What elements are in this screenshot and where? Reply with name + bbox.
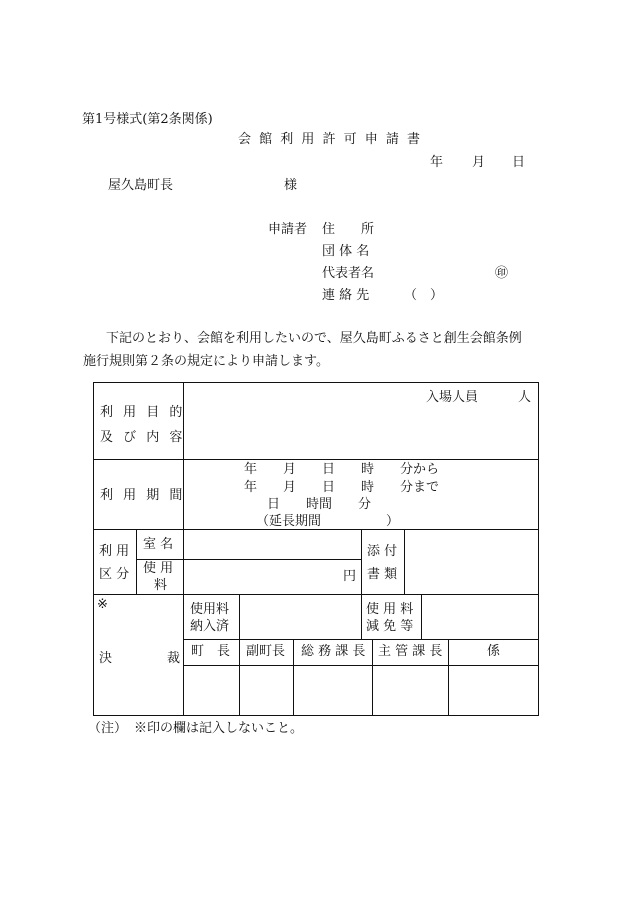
col-divider [448,639,449,716]
period-to: 年 月 日 時 分まで [244,480,440,495]
room-label: 室 名 [143,537,174,552]
fee-reduction-label: 使 用 料 [366,602,414,617]
body-line-2: 施行規則第２条の規定により申請します。 [83,354,329,369]
contact-label: 連 絡 先 [322,288,370,303]
fee-paid-label: 使用料 [190,602,230,617]
row-divider [183,639,539,640]
fee-label: 使 用 [143,561,174,576]
row-divider [183,665,539,666]
vice-mayor-header: 副町長 [246,644,286,659]
col-divider [136,529,137,594]
row-divider [93,459,539,460]
page-title: 会 館 利 用 許 可 申 請 書 [238,132,423,147]
fee-paid-label: 納入済 [190,619,230,634]
approval-label: 決 [99,651,113,666]
managing-chief-header: 主 管 課 長 [378,644,443,659]
representative-label: 代表者名 [322,266,375,281]
office-use-mark: ※ [97,597,108,612]
attendance-unit: 人 [518,390,532,405]
mayor-header: 町 長 [191,644,231,659]
addressee-name: 屋久島町長 [108,178,174,193]
fee-reduction-label: 減 免 等 [366,619,414,634]
address-label: 住 所 [322,222,375,237]
purpose-label: 及 び 内 容 [100,430,186,445]
general-affairs-chief-header: 総 務 課 長 [301,644,366,659]
col-divider [404,529,405,594]
seal-mark: ㊞ [495,266,509,281]
form-number: 第1号様式(第2条関係) [82,112,213,127]
col-divider [239,639,240,716]
col-divider [372,639,373,716]
date-day: 日 [512,155,526,170]
period-label: 利 用 期 間 [100,488,186,503]
row-divider [136,559,361,560]
col-divider [361,529,362,639]
attendance-label: 入場人員 [426,390,479,405]
category-label: 利 用 [99,544,130,559]
period-from: 年 月 日 時 分から [244,462,440,477]
staff-header: 係 [487,644,501,659]
footer-note: ※印の欄は記入しないこと。 [134,721,304,736]
footer-note-prefix: （注） [88,721,128,736]
purpose-label: 利 用 目 的 [100,405,186,420]
fee-unit: 円 [343,569,357,584]
fee-label: 料 [154,578,168,593]
group-name-label: 団 体 名 [322,244,370,259]
applicant-label: 申請者 [268,222,308,237]
date-month: 月 [472,155,486,170]
period-duration: 日 時間 分 [267,497,372,512]
date-year: 年 [430,155,444,170]
approval-label: 裁 [167,651,181,666]
col-divider [239,594,240,639]
attachments-label: 添 付 [367,544,398,559]
row-divider [93,594,539,595]
category-label: 区 分 [99,567,130,582]
body-line-1: 下記のとおり、会館を利用したいので、屋久島町ふるさと創生会館条例 [106,331,522,346]
addressee-honorific: 様 [284,178,298,193]
contact-parens: （ ） [404,288,444,303]
col-divider [183,594,184,716]
col-divider [293,639,294,716]
attachments-label: 書 類 [367,567,398,582]
col-divider [421,594,422,639]
period-extension: （延長期間 ） [256,514,400,529]
